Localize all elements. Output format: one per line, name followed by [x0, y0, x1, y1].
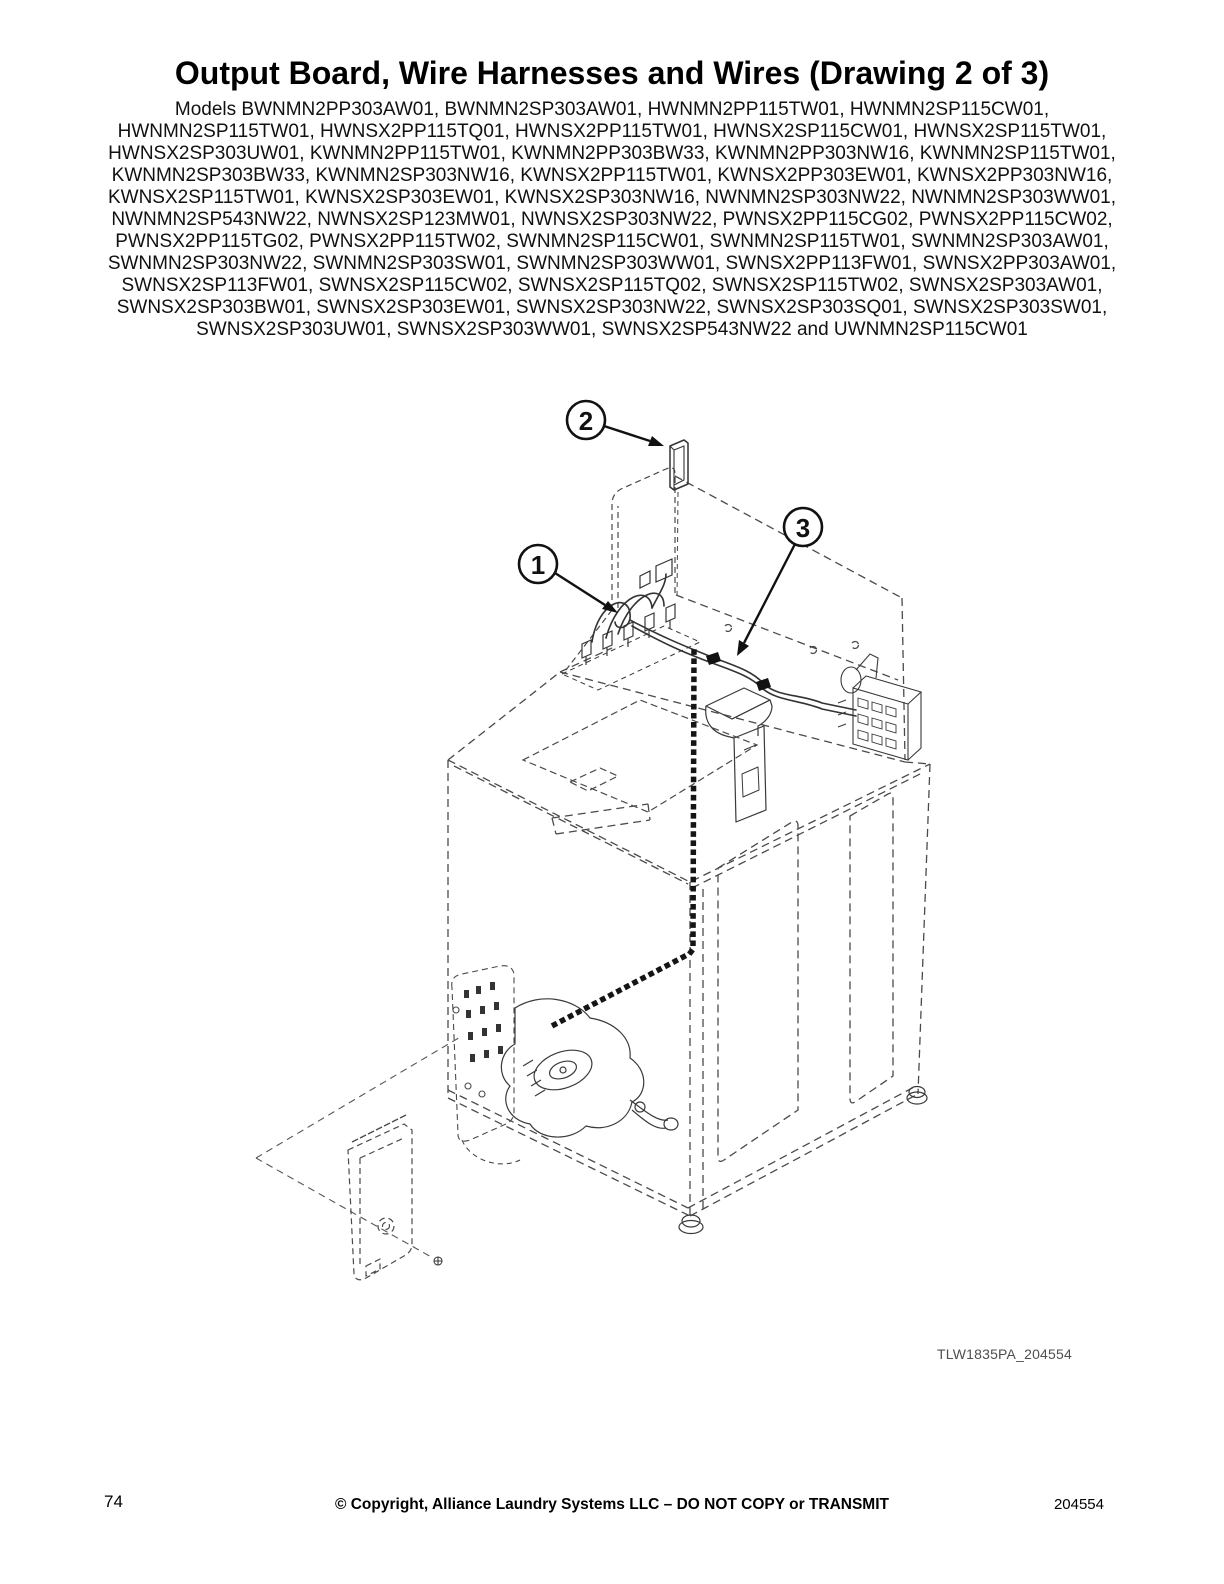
- model-line: NWNMN2SP543NW22, NWNSX2SP123MW01, NWNSX2SP303NW22, PWNSX2PP115CG02, PWNSX2PP115CW02,: [111, 209, 1113, 230]
- model-line: KWNSX2SP115TW01, KWNSX2SP303EW01, KWNSX2SP303NW16, NWNMN2SP303NW22, NWNMN2SP303WW01,: [107, 187, 1117, 208]
- dispenser-funnel: [706, 688, 772, 822]
- connector-leader-line: [677, 492, 678, 600]
- exploded-view-diagram: [0, 370, 1224, 1330]
- routed-wire-cable: [548, 652, 694, 1028]
- board-components: [464, 982, 503, 1062]
- model-line: HWNSX2SP303UW01, KWNMN2PP115TW01, KWNMN2PP303BW33, KWNMN2PP303NW16, KWNMN2SP115TW01,: [108, 143, 1116, 164]
- projection-lines: [256, 1036, 462, 1258]
- bracket-screw: [434, 1257, 442, 1265]
- harness-tape-wraps: [706, 652, 771, 691]
- callout-2-label: 2: [578, 406, 594, 436]
- callout-1-label: 1: [530, 550, 546, 580]
- diagram-code: TLW1835PA_204554: [937, 1346, 1072, 1362]
- washer-cabinet-outline: [448, 476, 930, 1216]
- callout-3: [737, 508, 822, 656]
- model-list: [0, 99, 1224, 341]
- model-line: Models BWNMN2PP303AW01, BWNMN2SP303AW01, HWNMN2PP115TW01, HWNMN2SP115CW01,: [174, 99, 1050, 120]
- page-number: 74: [104, 1492, 123, 1511]
- callout-3-arrowhead: [737, 640, 749, 656]
- callout-2: [567, 401, 664, 446]
- page-title: Output Board, Wire Harnesses and Wires (Drawing 2 of 3): [174, 55, 1050, 91]
- model-line: SWNSX2SP303UW01, SWNSX2SP303WW01, SWNSX2SP543NW22 and UWNMN2SP115CW01: [196, 319, 1028, 340]
- terminal-block: [838, 654, 921, 760]
- copyright-notice: © Copyright, Alliance Laundry Systems LLC – DO NOT COPY or TRANSMIT: [335, 1496, 889, 1513]
- bracket-cover-part: [348, 1115, 412, 1280]
- output-board-connector-part: [670, 440, 688, 490]
- model-line: SWNSX2SP303BW01, SWNSX2SP303EW01, SWNSX2SP303NW22, SWNSX2SP303SQ01, SWNSX2SP303SW01,: [116, 297, 1108, 318]
- document-number: 204554: [1053, 1496, 1104, 1513]
- water-valve-connectors: [562, 604, 700, 690]
- model-line: HWNMN2SP115TW01, HWNSX2PP115TQ01, HWNSX2PP115TW01, HWNSX2SP115CW01, HWNSX2SP115TW01,: [117, 121, 1107, 142]
- callout-2-arrowhead: [648, 436, 664, 446]
- callout-1: [519, 545, 618, 613]
- drain-pump-assembly: [462, 999, 678, 1164]
- model-line: SWNSX2SP113FW01, SWNSX2SP115CW02, SWNSX2SP115TQ02, SWNSX2SP115TW02, SWNSX2SP303AW01,: [121, 275, 1103, 296]
- callout-3-label: 3: [795, 513, 811, 543]
- lid-opening: [523, 700, 757, 812]
- wire-harness: [592, 559, 856, 716]
- model-line: KWNMN2SP303BW33, KWNMN2SP303NW16, KWNSX2PP115TW01, KWNSX2PP303EW01, KWNSX2PP303NW16,: [111, 165, 1113, 186]
- model-line: SWNMN2SP303NW22, SWNMN2SP303SW01, SWNMN2SP303WW01, SWNSX2PP113FW01, SWNSX2PP303AW01,: [107, 253, 1117, 274]
- washer-illustration: [0, 370, 1224, 1330]
- model-line: PWNSX2PP115TG02, PWNSX2PP115TW02, SWNMN2SP115CW01, SWNMN2SP115TW01, SWNMN2SP303AW01,: [115, 231, 1109, 252]
